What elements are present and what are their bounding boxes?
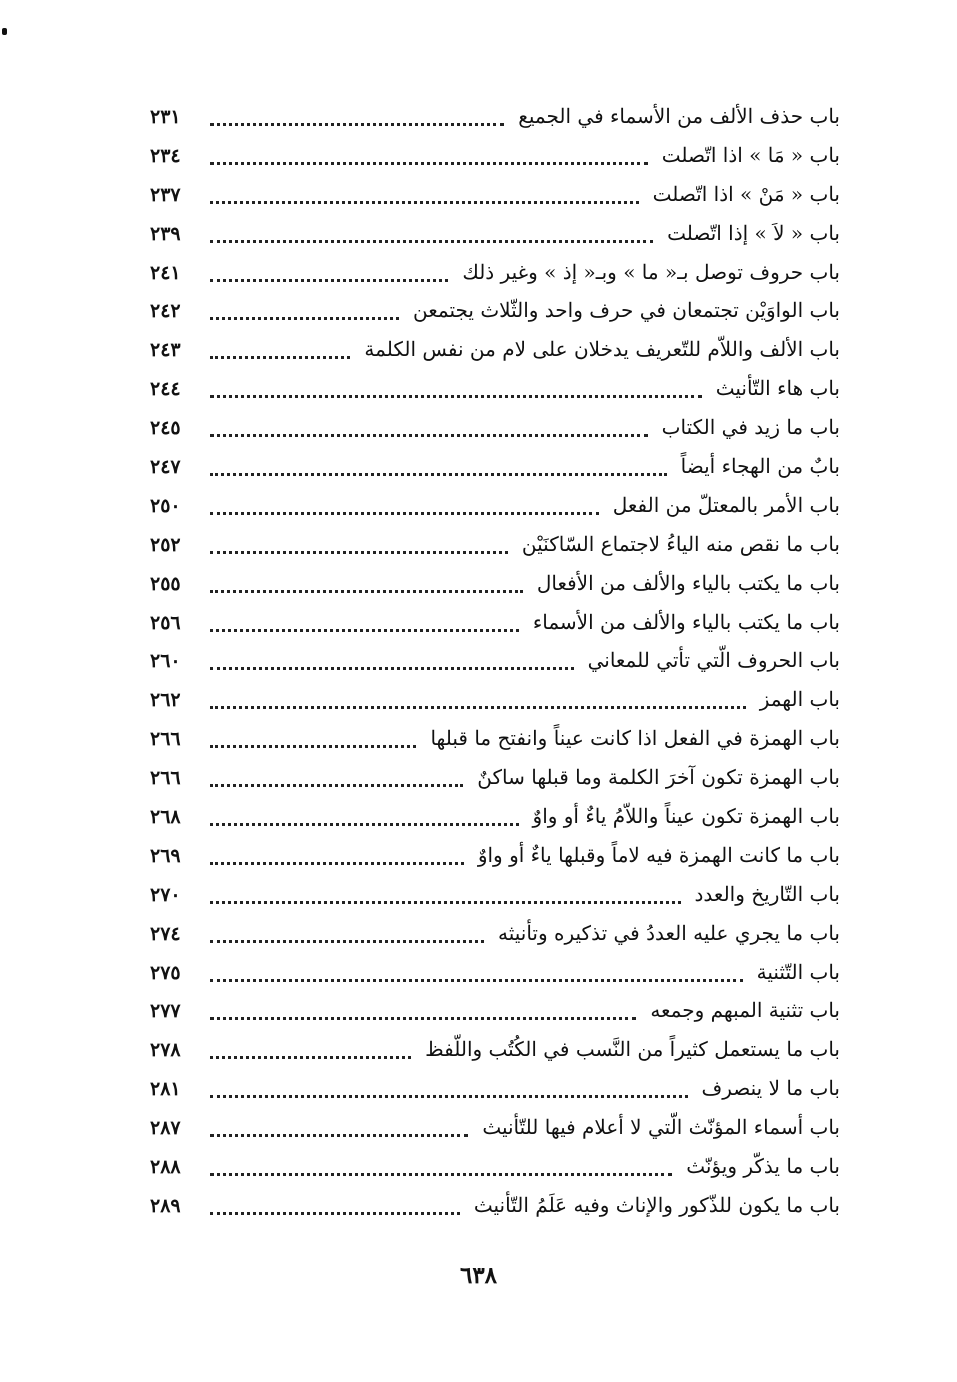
toc-entry-page: ٢٤٥ xyxy=(150,417,181,440)
toc-entry-page: ٢٧٤ xyxy=(150,922,181,945)
toc-entry xyxy=(150,954,840,993)
toc-entry-title: باب « مَنْ » اذا اتّصلت xyxy=(652,181,840,206)
toc-entry xyxy=(150,837,840,876)
toc-entry-title: بابٌ من الهجاء أيضاً xyxy=(680,454,840,479)
toc-entry-title: باب « لاَ » إذا اتّصلت xyxy=(667,220,840,245)
toc-entry-page: ٢٤٣ xyxy=(150,339,181,362)
dot-leader xyxy=(210,1173,672,1176)
toc-entry xyxy=(150,565,840,604)
dot-leader xyxy=(210,979,743,982)
toc-entry xyxy=(150,176,840,215)
toc-entry-page: ٢٦٨ xyxy=(150,806,181,829)
toc-entry xyxy=(150,720,840,759)
toc-entry xyxy=(150,98,840,137)
toc-entry-page: ٢٥٥ xyxy=(150,572,181,595)
toc-entry-title: باب التّثنية xyxy=(756,959,840,984)
toc-entry-title: باب هاء التّأنيث xyxy=(715,376,840,401)
toc-entry xyxy=(150,992,840,1031)
dot-leader xyxy=(210,434,648,437)
toc-entry-title: باب ما يكتب بالياء والألف من الأسماء xyxy=(532,609,840,634)
toc-entry xyxy=(150,876,840,915)
toc-entry-title: باب تثنية المبهم وجمعه xyxy=(650,998,840,1023)
toc-entry-title: باب ما يذكّر ويؤنّث xyxy=(686,1154,840,1179)
toc-entry-title: باب الهمزة تكون آخرَ الكلمة وما قبلها ساكنٌ xyxy=(477,765,840,790)
toc-entry-page: ٢٣١ xyxy=(150,106,181,128)
dot-leader xyxy=(210,590,523,593)
toc-entry xyxy=(150,604,840,643)
toc-entry-page: ٢٥٢ xyxy=(150,533,181,556)
dot-leader xyxy=(210,551,508,554)
toc-entry xyxy=(150,370,840,409)
dot-leader xyxy=(210,823,519,826)
toc-entry-page: ٢٣٩ xyxy=(150,222,181,245)
toc-entry xyxy=(150,1148,840,1187)
dot-leader xyxy=(210,745,416,748)
toc-entry xyxy=(150,526,840,565)
toc-entry-page: ٢٦٦ xyxy=(150,728,181,751)
dot-leader xyxy=(210,1212,460,1215)
toc-entry-title: باب الهمز xyxy=(759,687,840,712)
toc-entry-page: ٢٧٧ xyxy=(150,1000,181,1023)
toc-entry-title: باب الهمزة في الفعل اذا كانت عيناً وانفتح ما قبلها xyxy=(430,726,840,751)
toc-entry xyxy=(150,292,840,331)
dot-leader xyxy=(210,473,667,476)
dot-leader xyxy=(210,706,746,709)
toc-entry-title: باب ما يكون للذّكور والإناث وفيه عَلَمُ التّأنيث xyxy=(473,1192,840,1217)
toc-entry xyxy=(150,915,840,954)
toc-entry-title: باب الأمر بالمعتلّ من الفعل xyxy=(612,492,840,517)
toc-entry-page: ٢٧٥ xyxy=(150,961,181,984)
toc-entry xyxy=(150,254,840,293)
toc-entry-page: ٢٤٢ xyxy=(150,300,181,323)
dot-leader xyxy=(210,317,399,320)
toc-entry-page: ٢٨٩ xyxy=(150,1194,181,1217)
toc-entry xyxy=(150,1070,840,1109)
dot-leader xyxy=(210,201,639,204)
toc-entry-title: باب ما نقص منه الياءُ لاجتماع السّاكنَيْن xyxy=(521,531,840,556)
toc-entry-title: باب ما زيد في الكتاب xyxy=(661,415,840,440)
toc-entry xyxy=(150,759,840,798)
dot-leader xyxy=(210,1056,411,1059)
toc-entry-title: باب ما يستعمل كثيراً من النَّسب في الكُتُب واللّفظ xyxy=(425,1037,840,1062)
toc-entry-title: باب الواوَيْن تجتمعان في حرف واحد والثّلاث يجتمعن xyxy=(413,298,840,323)
toc-entry-page: ٢٤٤ xyxy=(150,378,181,401)
toc-entry-title: باب ما لا ينصرف xyxy=(701,1076,840,1101)
toc-entry-page: ٢٤١ xyxy=(150,261,181,284)
toc-entry xyxy=(150,681,840,720)
toc-entry-title: باب الحروف الّتي تأتي للمعاني xyxy=(587,648,840,673)
dot-leader xyxy=(210,629,519,632)
toc-entry xyxy=(150,215,840,254)
toc-entry-page: ٢٤٧ xyxy=(150,456,181,479)
dot-leader xyxy=(210,862,464,865)
dot-leader xyxy=(210,279,448,282)
dot-leader xyxy=(210,784,463,787)
dot-leader xyxy=(210,512,599,515)
toc-entry xyxy=(150,409,840,448)
toc-entry-title: باب أسماء المؤنّث الّتي لا أعلام فيها للتّأنيث xyxy=(482,1115,840,1140)
table-of-contents xyxy=(150,98,840,1226)
toc-entry xyxy=(150,331,840,370)
toc-entry-page: ٢٦٢ xyxy=(150,689,181,712)
toc-entry-page: ٢٨٨ xyxy=(150,1156,181,1179)
toc-entry-page: ٢٥٠ xyxy=(150,494,181,517)
dot-leader xyxy=(210,667,574,670)
toc-entry-title: باب الهمزة تكون عيناً واللاّمُ ياءٌ أو واوٌ xyxy=(532,804,840,829)
toc-entry-page: ٢٨١ xyxy=(150,1078,181,1101)
toc-entry-title: باب حذف الألف من الأسماء في الجميع xyxy=(518,104,840,128)
toc-entry-page: ٢٣٤ xyxy=(150,144,181,167)
toc-entry xyxy=(150,448,840,487)
toc-entry xyxy=(150,798,840,837)
toc-entry-title: باب التّاريخ والعدد xyxy=(694,881,840,906)
dot-leader xyxy=(210,356,350,359)
toc-entry-page: ٢٦٠ xyxy=(150,650,181,673)
toc-entry-title: باب « مَا » اذا اتّصلت xyxy=(661,142,840,167)
toc-entry-title: باب حروف توصل بـ« ما » وبـ« إذ » وغير ذلك xyxy=(462,259,840,284)
dot-leader xyxy=(210,1095,688,1098)
toc-entry-page: ٢٧٠ xyxy=(150,883,181,906)
toc-entry xyxy=(150,642,840,681)
toc-entry xyxy=(150,1031,840,1070)
dot-leader xyxy=(210,940,484,943)
toc-entry-title: باب ما كانت الهمزة فيه لاماً وقبلها ياءٌ أو واوٌ xyxy=(477,842,840,867)
dot-leader xyxy=(210,1017,636,1020)
toc-entry-page: ٢٥٦ xyxy=(150,611,181,634)
dot-leader xyxy=(210,123,504,126)
toc-entry-page: ٢٦٩ xyxy=(150,844,181,867)
toc-entry-page: ٢٨٧ xyxy=(150,1117,181,1140)
toc-entry xyxy=(150,1187,840,1226)
margin-speck xyxy=(2,28,7,35)
toc-entry-page: ٢٦٦ xyxy=(150,767,181,790)
toc-entry xyxy=(150,1109,840,1148)
toc-entry xyxy=(150,137,840,176)
toc-entry-title: باب ما يجري عليه العددُ في تذكيره وتأنيثه xyxy=(497,920,840,945)
dot-leader xyxy=(210,240,653,243)
toc-entry xyxy=(150,487,840,526)
toc-entry-page: ٢٧٨ xyxy=(150,1039,181,1062)
dot-leader xyxy=(210,1134,468,1137)
toc-entry-page: ٢٣٧ xyxy=(150,183,181,206)
dot-leader xyxy=(210,901,681,904)
toc-entry-title: باب الألف واللاّم للتّعريف يدخلان على لام من نفس الكلمة xyxy=(364,337,840,362)
dot-leader xyxy=(210,395,702,398)
dot-leader xyxy=(210,162,648,165)
toc-entry-title: باب ما يكتب بالياء والألف من الأفعال xyxy=(536,570,840,595)
page-number: ٦٣٨ xyxy=(459,1262,498,1289)
